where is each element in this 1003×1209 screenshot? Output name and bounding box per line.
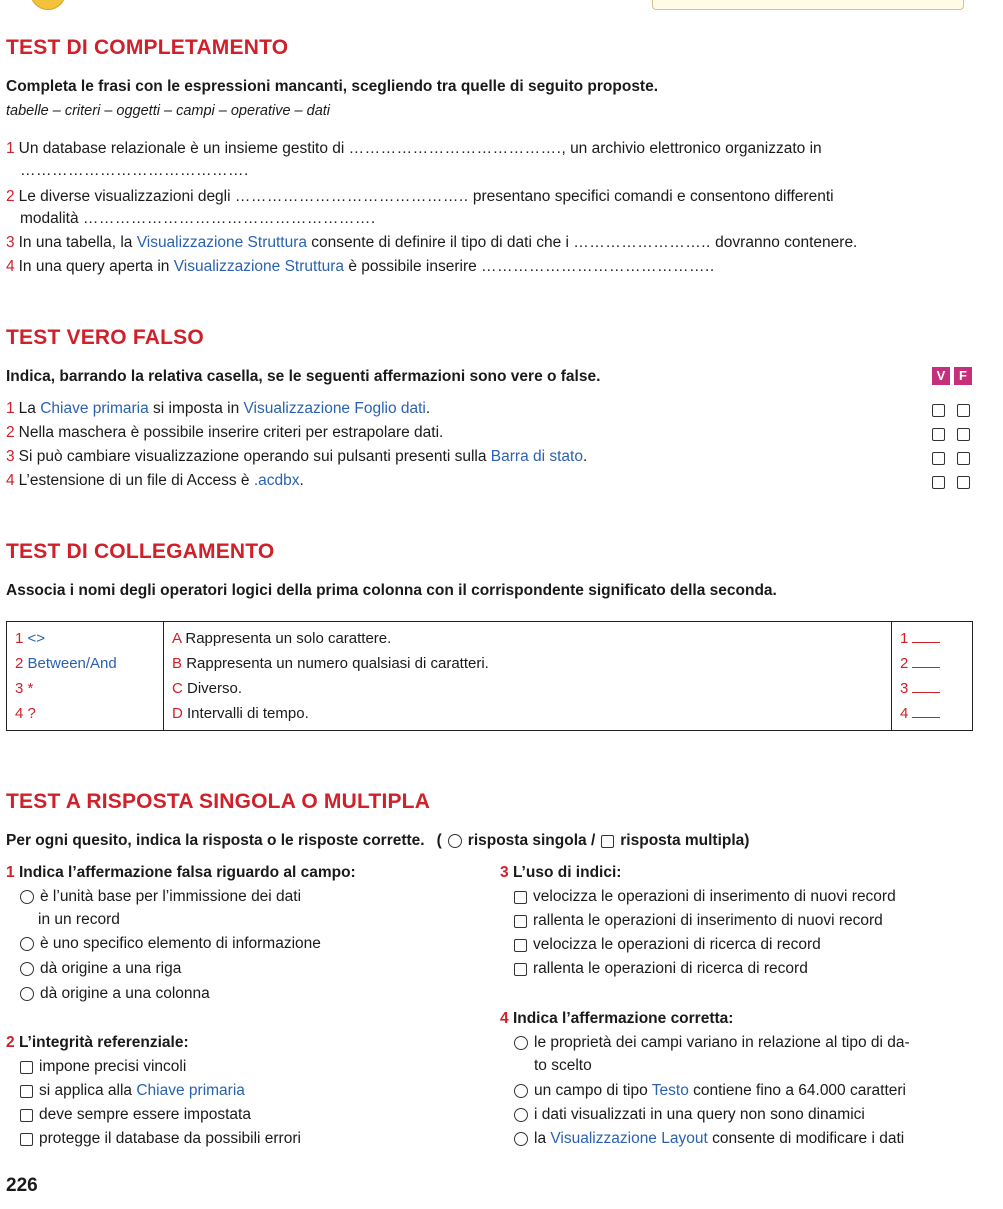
checkbox-icon[interactable] bbox=[514, 939, 527, 952]
q1-option-4[interactable]: dà origine a una colonna bbox=[20, 985, 210, 1003]
vf-2-falso-checkbox[interactable] bbox=[957, 428, 970, 441]
radio-icon[interactable] bbox=[514, 1132, 528, 1146]
checkbox-icon[interactable] bbox=[20, 1085, 33, 1098]
header-decoration-circle bbox=[30, 0, 66, 10]
completamento-item-1-cont: ……………………………………. bbox=[20, 162, 249, 179]
matching-left-column bbox=[7, 622, 164, 731]
section-title-collegamento: TEST DI COLLEGAMENTO bbox=[6, 540, 275, 563]
answer-slot-1[interactable]: 1 bbox=[900, 626, 964, 651]
checkbox-icon[interactable] bbox=[20, 1133, 33, 1146]
checkbox-icon[interactable] bbox=[20, 1061, 33, 1074]
section-title-completamento: TEST DI COMPLETAMENTO bbox=[6, 36, 289, 59]
q4-option-4[interactable]: la Visualizzazione Layout consente di modificare i dati bbox=[514, 1130, 904, 1148]
radio-icon[interactable] bbox=[20, 987, 34, 1001]
checkbox-icon[interactable] bbox=[514, 963, 527, 976]
collegamento-instruction: Associa i nomi degli operatori logici della prima colonna con il corrispondente significato della seconda. bbox=[6, 582, 777, 599]
vero-falso-instruction: Indica, barrando la relativa casella, se le seguenti affermazioni sono vere o false. bbox=[6, 368, 601, 385]
completamento-item-2: 2 Le diverse visualizzazioni degli …………………………………….. presentano specifici comandi e consentono differenti bbox=[6, 188, 834, 205]
falso-header: F bbox=[954, 367, 972, 385]
vf-3-falso-checkbox[interactable] bbox=[957, 452, 970, 465]
q4-option-2[interactable]: un campo di tipo Testo contiene fino a 64.000 caratteri bbox=[514, 1082, 906, 1100]
q2-option-2[interactable]: si applica alla Chiave primaria bbox=[20, 1082, 245, 1100]
vf-checkboxes-2 bbox=[932, 428, 970, 441]
right-item-b: B Rappresenta un numero qualsiasi di caratteri. bbox=[172, 655, 489, 672]
q3-title: 3 L’uso di indici: bbox=[500, 864, 622, 881]
left-item-3: 3 * bbox=[15, 680, 34, 697]
vf-checkboxes-1 bbox=[932, 404, 970, 417]
q4-title: 4 Indica l’affermazione corretta: bbox=[500, 1010, 734, 1027]
completamento-instruction: Completa le frasi con le espressioni mancanti, scegliendo tra quelle di seguito proposte. bbox=[6, 78, 659, 95]
vero-header: V bbox=[932, 367, 950, 385]
vf-2-vero-checkbox[interactable] bbox=[932, 428, 945, 441]
q1-option-1[interactable]: è l’unità base per l’immissione dei dati bbox=[20, 888, 301, 906]
vf-checkboxes-3 bbox=[932, 452, 970, 465]
right-item-a: A Rappresenta un solo carattere. bbox=[172, 630, 392, 647]
vf-1-vero-checkbox[interactable] bbox=[932, 404, 945, 417]
vf-item-3: 3 Si può cambiare visualizzazione operando sui pulsanti presenti sulla Barra di stato. bbox=[6, 448, 588, 465]
q4-option-1-cont: to scelto bbox=[534, 1057, 592, 1074]
completamento-item-1: 1 Un database relazionale è un insieme gestito di …………………………………., un archivio elettronico organizzato in bbox=[6, 140, 822, 157]
checkbox-icon[interactable] bbox=[514, 915, 527, 928]
left-item-1: 1 <> bbox=[15, 630, 46, 647]
q3-option-4[interactable]: rallenta le operazioni di ricerca di record bbox=[514, 960, 808, 978]
completamento-item-4: 4 In una query aperta in Visualizzazione Struttura è possibile inserire …………………………………….. bbox=[6, 258, 715, 275]
completamento-item-3: 3 In una tabella, la Visualizzazione Struttura consente di definire il tipo di dati che i …………………….. dovranno contenere. bbox=[6, 234, 858, 251]
radio-icon[interactable] bbox=[20, 890, 34, 904]
completamento-item-2-cont: modalità ………………………………………………. bbox=[20, 210, 376, 227]
vf-item-4: 4 L’estensione di un file di Access è .acdbx. bbox=[6, 472, 304, 489]
q1-title: 1 Indica l’affermazione falsa riguardo al campo: bbox=[6, 864, 356, 881]
q2-option-3[interactable]: deve sempre essere impostata bbox=[20, 1106, 251, 1124]
q4-option-1[interactable]: le proprietà dei campi variano in relazione al tipo di da- bbox=[514, 1034, 910, 1052]
answer-slot-2[interactable]: 2 bbox=[900, 651, 964, 676]
left-item-2: 2 Between/And bbox=[15, 655, 117, 672]
matching-table bbox=[6, 621, 973, 731]
vf-4-vero-checkbox[interactable] bbox=[932, 476, 945, 489]
q1-option-1-cont: in un record bbox=[38, 911, 120, 928]
checkbox-legend-icon bbox=[601, 835, 614, 848]
completamento-choices: tabelle – criteri – oggetti – campi – operative – dati bbox=[6, 103, 331, 119]
radio-legend-icon bbox=[448, 834, 462, 848]
vf-3-vero-checkbox[interactable] bbox=[932, 452, 945, 465]
vf-1-falso-checkbox[interactable] bbox=[957, 404, 970, 417]
vf-4-falso-checkbox[interactable] bbox=[957, 476, 970, 489]
matching-right-column bbox=[164, 622, 892, 731]
radio-icon[interactable] bbox=[514, 1108, 528, 1122]
checkbox-icon[interactable] bbox=[20, 1109, 33, 1122]
page-number: 226 bbox=[6, 1175, 38, 1196]
checkbox-icon[interactable] bbox=[514, 891, 527, 904]
risposta-instruction: Per ogni quesito, indica la risposta o le risposte corrette. ( risposta singola / risposta multipla) bbox=[6, 832, 750, 849]
left-item-4: 4 ? bbox=[15, 705, 36, 722]
vf-item-2: 2 Nella maschera è possibile inserire criteri per estrapolare dati. bbox=[6, 424, 444, 441]
radio-icon[interactable] bbox=[20, 962, 34, 976]
radio-icon[interactable] bbox=[514, 1036, 528, 1050]
q2-option-4[interactable]: protegge il database da possibili errori bbox=[20, 1130, 301, 1148]
q1-option-2[interactable]: è uno specifico elemento di informazione bbox=[20, 935, 321, 953]
right-item-d: D Intervalli di tempo. bbox=[172, 705, 309, 722]
radio-icon[interactable] bbox=[514, 1084, 528, 1098]
q3-option-3[interactable]: velocizza le operazioni di ricerca di record bbox=[514, 936, 821, 954]
header-decoration-box bbox=[652, 0, 964, 10]
q3-option-1[interactable]: velocizza le operazioni di inserimento di nuovi record bbox=[514, 888, 896, 906]
section-title-risposta: TEST A RISPOSTA SINGOLA O MULTIPLA bbox=[6, 790, 431, 813]
vf-checkboxes-4 bbox=[932, 476, 970, 489]
right-item-c: C Diverso. bbox=[172, 680, 243, 697]
radio-icon[interactable] bbox=[20, 937, 34, 951]
vf-item-1: 1 La Chiave primaria si imposta in Visualizzazione Foglio dati. bbox=[6, 400, 431, 417]
answer-slot-3[interactable]: 3 bbox=[900, 676, 964, 701]
matching-answer-column bbox=[892, 622, 973, 731]
q2-title: 2 L’integrità referenziale: bbox=[6, 1034, 189, 1051]
q2-option-1[interactable]: impone precisi vincoli bbox=[20, 1058, 186, 1076]
q1-option-3[interactable]: dà origine a una riga bbox=[20, 960, 181, 978]
answer-slot-4[interactable]: 4 bbox=[900, 701, 964, 726]
q3-option-2[interactable]: rallenta le operazioni di inserimento di nuovi record bbox=[514, 912, 883, 930]
q4-option-3[interactable]: i dati visualizzati in una query non sono dinamici bbox=[514, 1106, 865, 1124]
section-title-vero-falso: TEST VERO FALSO bbox=[6, 326, 204, 349]
